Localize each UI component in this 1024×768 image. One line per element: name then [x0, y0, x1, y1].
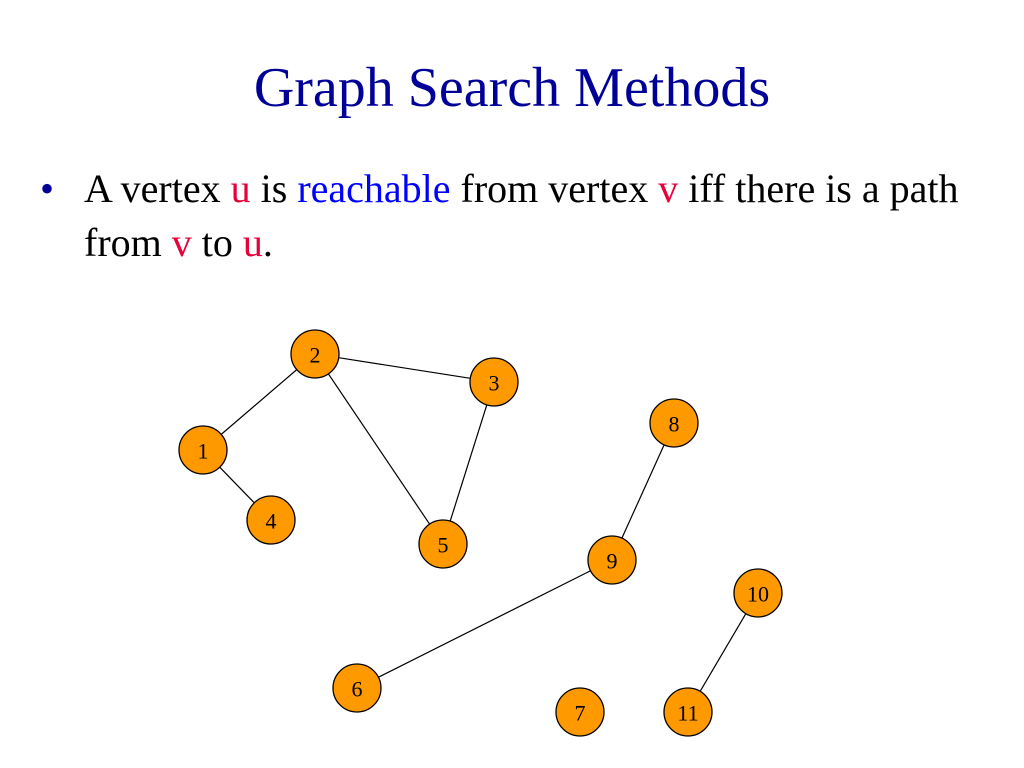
vertex-label: 5: [437, 532, 449, 558]
vertex-label: 11: [677, 700, 699, 726]
vertex-7: [556, 688, 604, 736]
variable-u: u: [230, 166, 251, 211]
vertex-label: 8: [668, 411, 680, 437]
vertex-11: [664, 688, 712, 736]
term-reachable: reachable: [297, 166, 451, 211]
edge-1-4: [220, 467, 255, 503]
vertex-4: [247, 496, 295, 544]
bullet-marker: •: [40, 166, 55, 211]
bullet-text-part: A vertex: [84, 166, 231, 211]
edge-1-2: [221, 370, 297, 435]
variable-v: v: [171, 220, 192, 265]
vertex-label: 10: [747, 581, 769, 607]
edge-3-5: [450, 405, 487, 521]
vertex-label: 3: [488, 370, 500, 396]
bullet-text-part: .: [262, 220, 273, 265]
vertex-1: [179, 426, 227, 474]
vertex-label: 4: [265, 508, 277, 534]
vertex-2: [291, 330, 339, 378]
slide-title: Graph Search Methods: [253, 57, 771, 119]
vertex-label: 6: [351, 676, 363, 702]
vertex-6: [333, 664, 381, 712]
vertex-label: 9: [606, 548, 618, 574]
edge-10-11: [700, 614, 746, 692]
vertex-label: 7: [574, 700, 586, 726]
variable-u: u: [242, 220, 263, 265]
vertex-8: [650, 399, 698, 447]
vertex-5: [419, 520, 467, 568]
vertex-9: [588, 536, 636, 584]
bullet-text-part: from vertex: [450, 166, 659, 211]
edge-8-9: [622, 445, 664, 538]
edge-2-5: [328, 374, 429, 524]
bullet-text-part: iff there is a path from: [84, 166, 959, 265]
edge-9-6: [378, 571, 590, 677]
vertex-10: [734, 569, 782, 617]
bullet-text-part: is: [250, 166, 298, 211]
variable-v: v: [658, 166, 679, 211]
vertex-label: 1: [197, 438, 209, 464]
vertex-3: [470, 358, 518, 406]
edge-2-3: [339, 358, 471, 379]
vertex-label: 2: [309, 342, 321, 368]
bullet-text-part: to: [191, 220, 243, 265]
